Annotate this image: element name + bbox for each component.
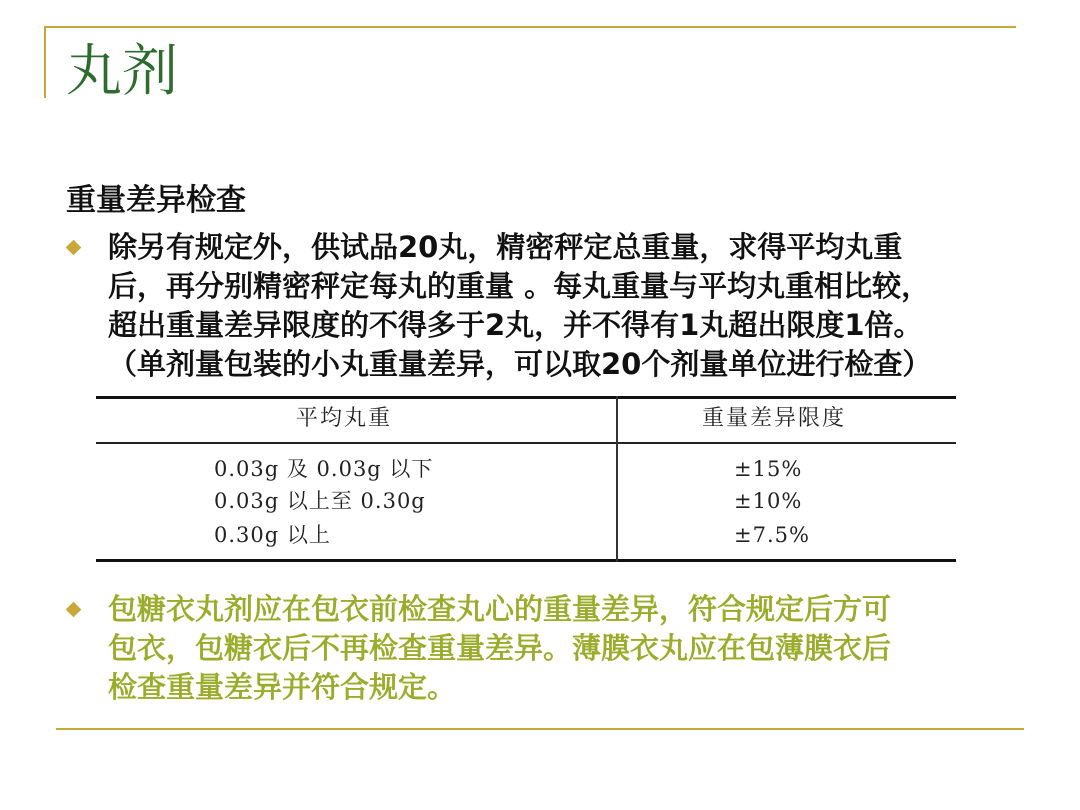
bullet-line: 包糖衣丸剂应在包衣前检查丸心的重量差异，符合规定后方可	[108, 592, 892, 626]
table-top-border	[96, 396, 956, 399]
table-cell-limit: ±15%	[734, 457, 803, 481]
bullet-text	[108, 590, 1038, 707]
bullet-line: 除另有规定外，供试品20丸，精密秤定总重量，求得平均丸重	[108, 230, 903, 264]
slide-title: 丸剂	[66, 39, 178, 104]
table-cell-weight: 0.30g 以上	[214, 523, 331, 547]
bullet-text	[108, 228, 1038, 384]
diamond-bullet-icon	[66, 602, 82, 618]
table-cell-weight: 0.03g 以上至 0.30g	[214, 489, 426, 513]
bullet-line: 超出重量差异限度的不得多于2丸，并不得有1丸超出限度1倍。	[108, 308, 923, 342]
table-cell-limit: ±10%	[734, 489, 803, 513]
bullet-line: 包衣，包糖衣后不再检查重量差异。薄膜衣丸应在包薄膜衣后	[108, 631, 892, 665]
bullet-line: 后，再分别精密秤定每丸的重量 。每丸重量与平均丸重相比较，	[108, 269, 931, 303]
table-cell-weight: 0.03g 及 0.03g 以下	[214, 457, 434, 481]
bottom-decorative-rule	[56, 728, 1024, 730]
bullet-line: （单剂量包装的小丸重量差异，可以取20个剂量单位进行检查）	[108, 347, 932, 381]
section-heading: 重量差异检查	[66, 183, 246, 218]
top-decorative-rule	[44, 26, 1016, 28]
left-decorative-rule	[44, 26, 46, 98]
bullet-line: 检查重量差异并符合规定。	[108, 670, 457, 704]
table-header-average-weight: 平均丸重	[296, 406, 393, 431]
diamond-bullet-icon	[66, 240, 82, 256]
weight-variation-table	[96, 396, 956, 562]
table-header-border	[96, 442, 956, 444]
table-column-divider	[616, 396, 618, 562]
table-bottom-border	[96, 559, 956, 562]
table-cell-limit: ±7.5%	[734, 523, 810, 547]
table-header-variation-limit: 重量差异限度	[702, 406, 847, 431]
